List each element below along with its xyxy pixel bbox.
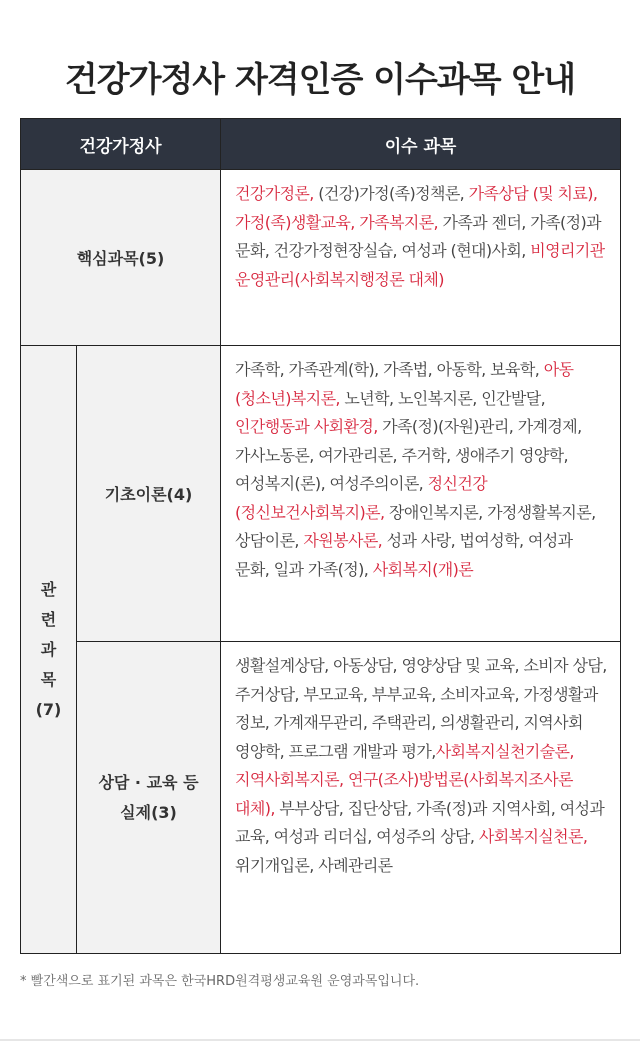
highlighted-course: 비영리기관 운영관리(사회복지행정론 대체)	[235, 241, 605, 289]
related-label-char: 목	[40, 669, 57, 689]
table-row-core	[21, 170, 621, 346]
highlighted-course: 건강가정론,	[235, 184, 314, 203]
highlighted-course: 가족복지론,	[359, 212, 439, 232]
highlighted-course: 아동(청소년)복지론,	[235, 360, 574, 408]
highlighted-course: 정신건강(정신보건사회복지)론,	[235, 474, 488, 522]
highlighted-course: 자원봉사론,	[303, 531, 383, 550]
course-text: 가족(정)(자원)관리, 가계경제, 가사노동론, 여가관리론, 주거학, 생애주기 영양학, 여성복지(론), 여성주의이론,	[235, 417, 582, 493]
course-text: 위기개입론, 사례관리론	[235, 855, 393, 875]
basic-label: 기초이론(4)	[77, 346, 221, 642]
highlighted-course: 사회복지실천론,	[478, 827, 588, 846]
course-text: (건강)가정(족)정책론,	[313, 184, 469, 203]
highlighted-course: 사회복지(개)론	[372, 559, 474, 579]
practice-label	[77, 642, 221, 954]
course-text: 노년학, 노인복지론, 인간발달,	[339, 388, 546, 408]
table-row-basic	[21, 346, 621, 642]
related-label-char: 련	[40, 609, 57, 629]
course-text: 성과 사랑, 법여성학, 여성과 문화, 일과 가족(정),	[235, 531, 573, 579]
course-text: 가족과 젠더, 가족(정)과 문화, 건강가정현장실습, 여성과 (현대)사회,	[235, 212, 601, 260]
core-courses	[221, 170, 621, 346]
page-title: 건강가정사 자격인증 이수과목 안내	[64, 60, 576, 100]
course-text: 생활설계상담, 아동상담, 영양상담 및 교육, 소비자 상담, 주거상담, 부모교육, 부부교육, 소비자교육, 가정생활과 정보, 가계재무관리, 주택관리, 의생활관리, 지역사회 영양학, 프로그램 개발과 평가,	[235, 656, 607, 761]
related-label	[21, 346, 77, 954]
footnote: * 빨간색으로 표기된 과목은 한국HRD원격평생교육원 운영과목입니다.	[20, 974, 420, 989]
course-text: 부부상담, 집단상담, 가족(정)과 지역사회, 여성과 교육, 여성과 리더십, 여성주의 상담,	[235, 798, 605, 846]
related-label-char: 관	[40, 579, 57, 599]
basic-courses	[221, 346, 621, 642]
highlighted-course: 가정(족)생활교육,	[235, 212, 355, 232]
table-header-row	[21, 119, 621, 170]
table-row-practice	[21, 642, 621, 954]
practice-label-line2: 실제(3)	[120, 802, 177, 822]
highlighted-course: 인간행동과 사회환경,	[235, 417, 378, 436]
core-label: 핵심과목(5)	[21, 170, 221, 346]
header-courses: 이수 과목	[221, 119, 621, 170]
course-text: 장애인복지론, 가정생활복지론, 상담이론,	[235, 502, 596, 550]
header-category: 건강가정사	[21, 119, 221, 170]
practice-label-line1: 상담 · 교육 등	[98, 772, 199, 792]
course-text: 가족학, 가족관계(학), 가족법, 아동학, 보육학,	[235, 360, 544, 379]
related-label-char: 과	[40, 639, 57, 659]
course-table	[20, 118, 621, 954]
related-label-char: (7)	[35, 699, 62, 719]
practice-courses	[221, 642, 621, 954]
highlighted-course: 가족상담 (및 치료),	[468, 184, 598, 203]
highlighted-course: 사회복지실천기술론, 지역사회복지론, 연구(조사)방법론(사회복지조사론 대체),	[235, 741, 574, 818]
